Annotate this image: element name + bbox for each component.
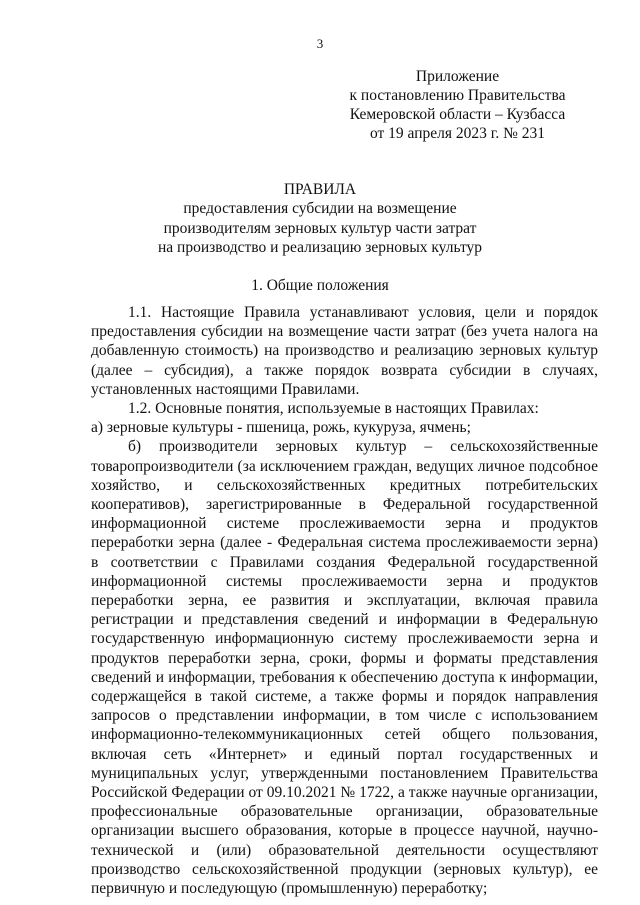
subtitle-line: на производство и реализацию зерновых культур xyxy=(157,239,483,256)
appendix-line: к постановлению Правительства xyxy=(349,87,566,104)
section-heading: 1. Общие положения xyxy=(251,277,389,294)
subtitle-line: производителям зерновых культур части затрат xyxy=(163,219,477,237)
document-subtitle xyxy=(0,199,640,258)
subtitle-line: предоставления субсидии на возмещение xyxy=(183,200,457,217)
appendix-line: от 19 апреля 2023 г. № 231 xyxy=(369,125,546,142)
appendix-block xyxy=(340,67,575,143)
appendix-line: Приложение xyxy=(415,68,500,85)
document-title: ПРАВИЛА xyxy=(283,181,357,198)
page-number: 3 xyxy=(316,36,324,51)
appendix-line: Кемеровской области – Кузбасса xyxy=(349,106,566,123)
paragraph: б) производители зерновых культур – сельскохозяйственные товаропроизводители (за исключением граждан, ведущих личное подсобное хозяйство, и сельскохозяйственных кредитных потребительских кооперативов), зарегистрированные в Федеральной государственной информационной системе прослеживаемости зерна и продуктов переработки зерна (далее - Федеральная система прослеживаемости зерна) в соответствии с Правилами создания Федеральной государственной информационной системы прослеживаемости зерна и продуктов переработки зерна, ее развития и эксплуатации, включая правила регистрации и представления сведений и информации в Федеральную государственную информационную систему прослеживаемости зерна и продуктов переработки зерна, сроки, формы и форматы представления сведений и информации, требования к обеспечению доступа к информации, содержащейся в такой системе, а также формы и порядок направления запросов о представлении информации, в том числе с использованием информационно-телекоммуникационных сетей общего пользования, включая сеть «Интернет» и единый портал государственных и муниципальных услуг, утвержденными постановлением Правительства Российской Федерации от 09.10.2021 № 1722, а также научные организации, профессиональные образовательные организации, образовательные организации высшего образования, которые в процессе научной, научно-технической и (или) образовательной деятельности осуществляют производство сельскохозяйственной продукции (зерновых культур), ее первичную и последующую (промышленную) переработку; xyxy=(91,438,598,898)
body-text xyxy=(91,303,598,898)
paragraph: 1.1. Настоящие Правила устанавливают условия, цели и порядок предоставления субсидии на возмещение части затрат (без учета налога на добавленную стоимость) на производство и реализацию зерновых культур (далее – субсидия), а также порядок возврата субсидии в случаях, установленных настоящими Правилами. xyxy=(91,304,598,398)
paragraph: 1.2. Основные понятия, используемые в настоящих Правилах: xyxy=(128,400,539,418)
paragraph: а) зерновые культуры - пшеница, рожь, кукуруза, ячмень; xyxy=(91,419,471,437)
